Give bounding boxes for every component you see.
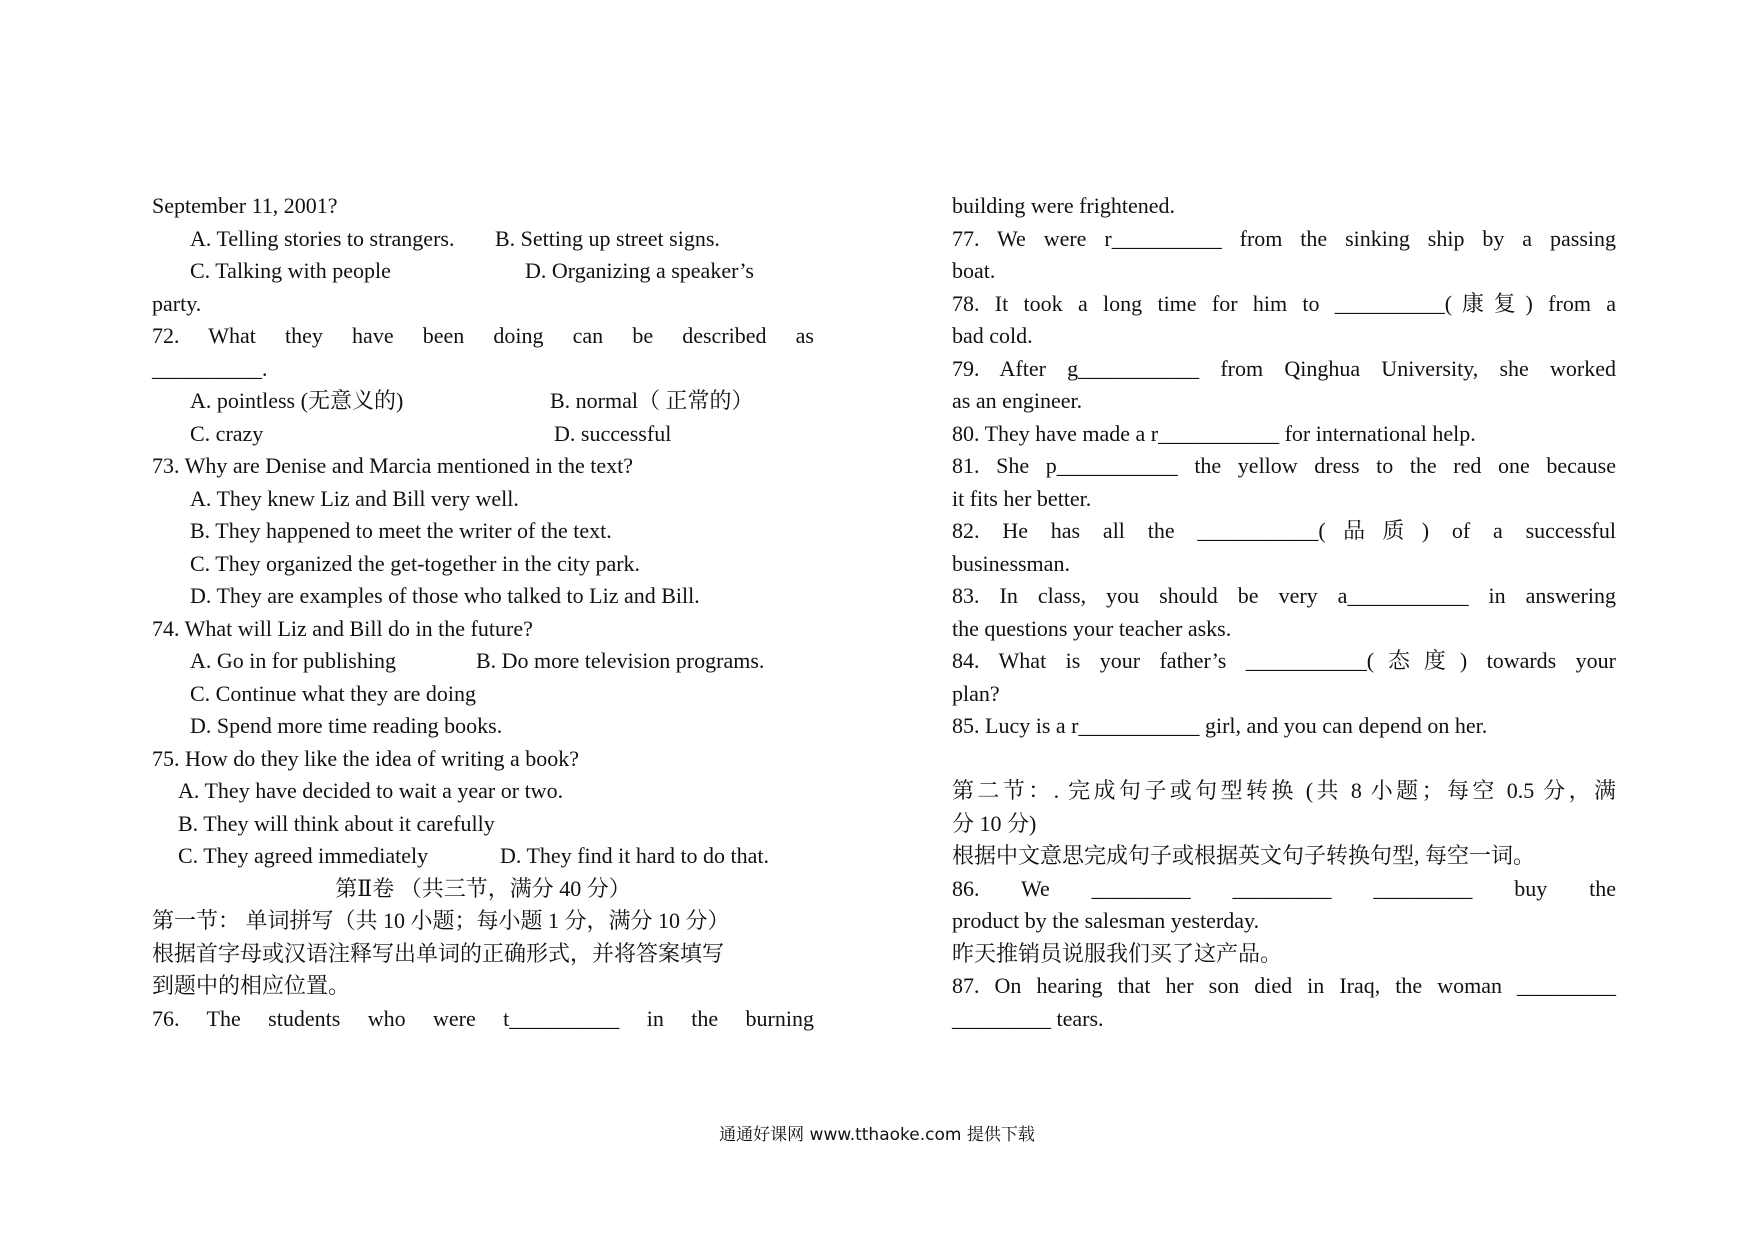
text-line: _________ tears.: [952, 1005, 1104, 1031]
text-line: boat.: [952, 258, 996, 283]
spacer: [952, 743, 1616, 776]
left-column: [152, 190, 814, 1035]
text-line: it fits her better.: [952, 485, 1092, 511]
text-line: businessman.: [952, 550, 1070, 576]
option-a: A. Telling stories to strangers.: [190, 225, 455, 251]
text-line: product by the salesman yesterday.: [952, 908, 1260, 933]
option-a: A. pointless (无意义的): [190, 388, 404, 413]
question-74: 74. What will Liz and Bill do in the future?: [152, 615, 533, 641]
text-line: plan?: [952, 680, 1000, 706]
question-77: 77. We were r__________ from the sinking ship by a passing: [952, 225, 1616, 251]
option-c: C. Talking with people: [190, 258, 391, 283]
question-79: 79. After g___________ from Qinghua University, she worked: [952, 355, 1616, 381]
option-b: B. They happened to meet the writer of the text.: [190, 518, 612, 543]
question-87: 87. On hearing that her son died in Iraq, the woman _________: [952, 973, 1616, 998]
option-row: [152, 645, 814, 678]
option-row: [152, 418, 814, 451]
text-line: party.: [152, 290, 202, 316]
option-d: D. Organizing a speaker’s: [525, 258, 754, 283]
part-title: 第Ⅱ卷 （共三节，满分 40 分）: [335, 875, 631, 901]
option-b: B. Setting up street signs.: [495, 225, 720, 251]
option-d: D. They are examples of those who talked to Liz and Bill.: [190, 583, 700, 608]
section-instruction: 根据首字母或汉语注释写出单词的正确形式，并将答案填写: [152, 940, 725, 966]
option-row: [152, 840, 814, 873]
text-line: building were frightened.: [952, 193, 1175, 218]
question-80: 80. They have made a r___________ for international help.: [952, 420, 1476, 446]
right-column: [952, 190, 1616, 1035]
text-line: September 11, 2001?: [152, 193, 338, 218]
option-c: C. They organized the get-together in the city park.: [190, 550, 641, 576]
question-82: 82. He has all the ___________(品质) of a successful: [952, 518, 1616, 543]
option-d: D. They find it hard to do that.: [500, 843, 770, 868]
option-d: D. successful: [554, 420, 672, 446]
question-73: 73. Why are Denise and Marcia mentioned in the text?: [152, 453, 633, 478]
option-b: B. They will think about it carefully: [178, 810, 495, 836]
option-b: B. normal（ 正常的）: [550, 388, 754, 413]
question-86: 86. We _________ _________ _________ buy the: [952, 875, 1616, 901]
text-line: __________.: [152, 355, 268, 381]
text-line: bad cold.: [952, 323, 1033, 348]
option-d: D. Spend more time reading books.: [190, 713, 503, 738]
section-title: 第一节： 单词拼写（共 10 小题；每小题 1 分，满分 10 分）: [152, 908, 730, 933]
question-81: 81. She p___________ the yellow dress to the red one because: [952, 453, 1616, 478]
option-b: B. Do more television programs.: [476, 648, 765, 673]
option-c: C. crazy: [190, 420, 264, 446]
text-line: as an engineer.: [952, 388, 1083, 413]
question-84: 84. What is your father’s ___________(态度) towards your: [952, 648, 1616, 673]
section-instruction: 到题中的相应位置。: [152, 973, 351, 998]
question-83: 83. In class, you should be very a___________ in answering: [952, 583, 1616, 608]
option-a: A. They have decided to wait a year or two.: [178, 778, 564, 803]
option-row: [152, 255, 814, 288]
option-row: [152, 385, 814, 418]
option-a: A. Go in for publishing: [190, 648, 396, 673]
footer-watermark: 通通好课网 www.tthaoke.com 提供下载: [719, 1125, 1035, 1145]
question-78: 78. It took a long time for him to __________(康复) from a: [952, 290, 1616, 316]
section-instruction: 根据中文意思完成句子或根据英文句子转换句型, 每空一词。: [952, 843, 1536, 868]
text-line: 昨天推销员说服我们买了这产品。: [952, 940, 1283, 966]
question-75: 75. How do they like the idea of writing a book?: [152, 745, 580, 771]
option-c: C. Continue what they are doing: [190, 680, 476, 706]
question-72: 72. What they have been doing can be described as: [152, 323, 814, 348]
question-85: 85. Lucy is a r___________ girl, and you can depend on her.: [952, 713, 1488, 738]
option-row: [152, 223, 814, 256]
option-c: C. They agreed immediately: [178, 843, 429, 868]
text-line: the questions your teacher asks.: [952, 615, 1232, 641]
question-76: 76. The students who were t__________ in the burning: [152, 1005, 814, 1031]
section-title: 第二节：. 完成句子或句型转换 (共 8 小题；每空 0.5 分，满: [952, 778, 1616, 803]
section-title: 分 10 分): [952, 810, 1037, 836]
option-a: A. They knew Liz and Bill very well.: [190, 485, 519, 511]
